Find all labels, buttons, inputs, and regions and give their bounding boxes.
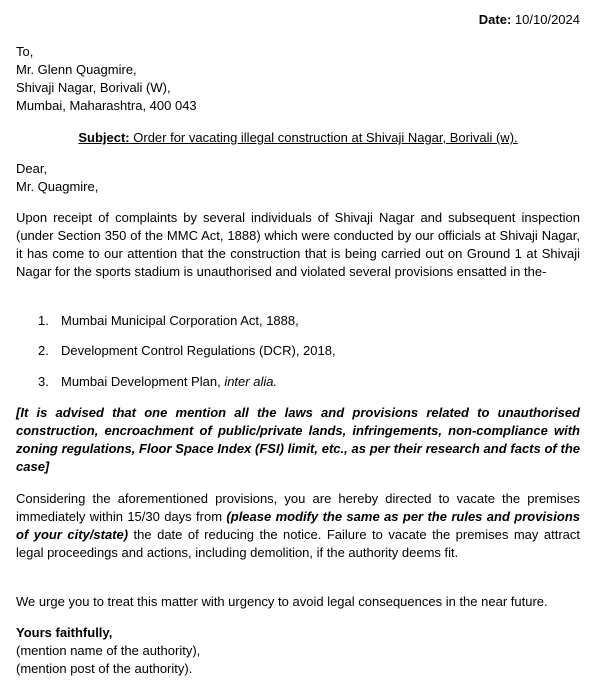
- recipient-address: [16, 43, 197, 115]
- subject-label: Subject:: [78, 130, 130, 145]
- address-line-2: Mumbai, Maharashtra, 400 043: [16, 98, 197, 113]
- salutation: [16, 160, 98, 196]
- subject-text: Order for vacating illegal construction at Shivaji Nagar, Borivali (w).: [129, 130, 518, 145]
- body-paragraph-3: We urge you to treat this matter with urgency to avoid legal consequences in the near future.: [16, 594, 548, 609]
- paragraph-2-end: the date of reducing the notice. Failure to vacate the premises may attract legal proceedings and actions, including demolition, if the authority deems fit.: [16, 527, 581, 560]
- list-item-number: 1.: [38, 313, 49, 328]
- list-item-italic: inter alia.: [224, 374, 278, 389]
- date-value: 10/10/2024: [514, 12, 580, 27]
- date-label: Date:: [478, 12, 512, 27]
- body-paragraph-1: Upon receipt of complaints by several individuals of Shivaji Nagar and subsequent inspection (under Section 350 of the MMC Act, 1888) which were conducted by our officials at Shivaji Nagar, it has come to our attention that the construction that is being carried out on Ground 1 at Shivaji Nagar for the sports stadium is unauthorised and violated several provisions ensatted in the-: [16, 210, 580, 279]
- signature-block: [16, 624, 200, 678]
- list-item-number: 3.: [38, 374, 49, 389]
- list-item-text: Mumbai Municipal Corporation Act, 1888,: [61, 313, 299, 328]
- address-line-1: Shivaji Nagar, Borivali (W),: [16, 80, 171, 95]
- date-line: [479, 11, 580, 29]
- list-item-text: Mumbai Development Plan,: [61, 374, 225, 389]
- subject-line: [16, 129, 580, 147]
- paragraph-2-start: Considering the aforementioned provisions, you are hereby directed to vacate the premises immediately within 15/30 days from: [16, 491, 580, 524]
- salutation-name: Mr. Quagmire,: [16, 179, 99, 194]
- recipient-name: Mr. Glenn Quagmire,: [16, 62, 137, 77]
- authority-name: (mention name of the authority),: [16, 643, 201, 658]
- address-to: To,: [16, 44, 34, 59]
- list-item-text: Development Control Regulations (DCR), 2018,: [61, 343, 336, 358]
- salutation-dear: Dear,: [16, 161, 48, 176]
- body-paragraph-2: [16, 490, 580, 562]
- paragraph-2-note: (please modify the same as per the rules and provisions of your city/state): [16, 509, 580, 542]
- list-item-number: 2.: [38, 343, 49, 358]
- advisory-note: [It is advised that one mention all the laws and provisions related to unauthorised construction, encroachment of public/private lands, infringements, non-compliance with zoning regulations, Floor Space Index (FSI) limit, etc., as per their research and facts of the case]: [16, 405, 580, 474]
- list-item: [38, 342, 336, 360]
- authority-post: (mention post of the authority).: [16, 661, 193, 676]
- list-item: [38, 373, 277, 391]
- list-item: [38, 312, 299, 330]
- closing-line: Yours faithfully,: [16, 625, 113, 640]
